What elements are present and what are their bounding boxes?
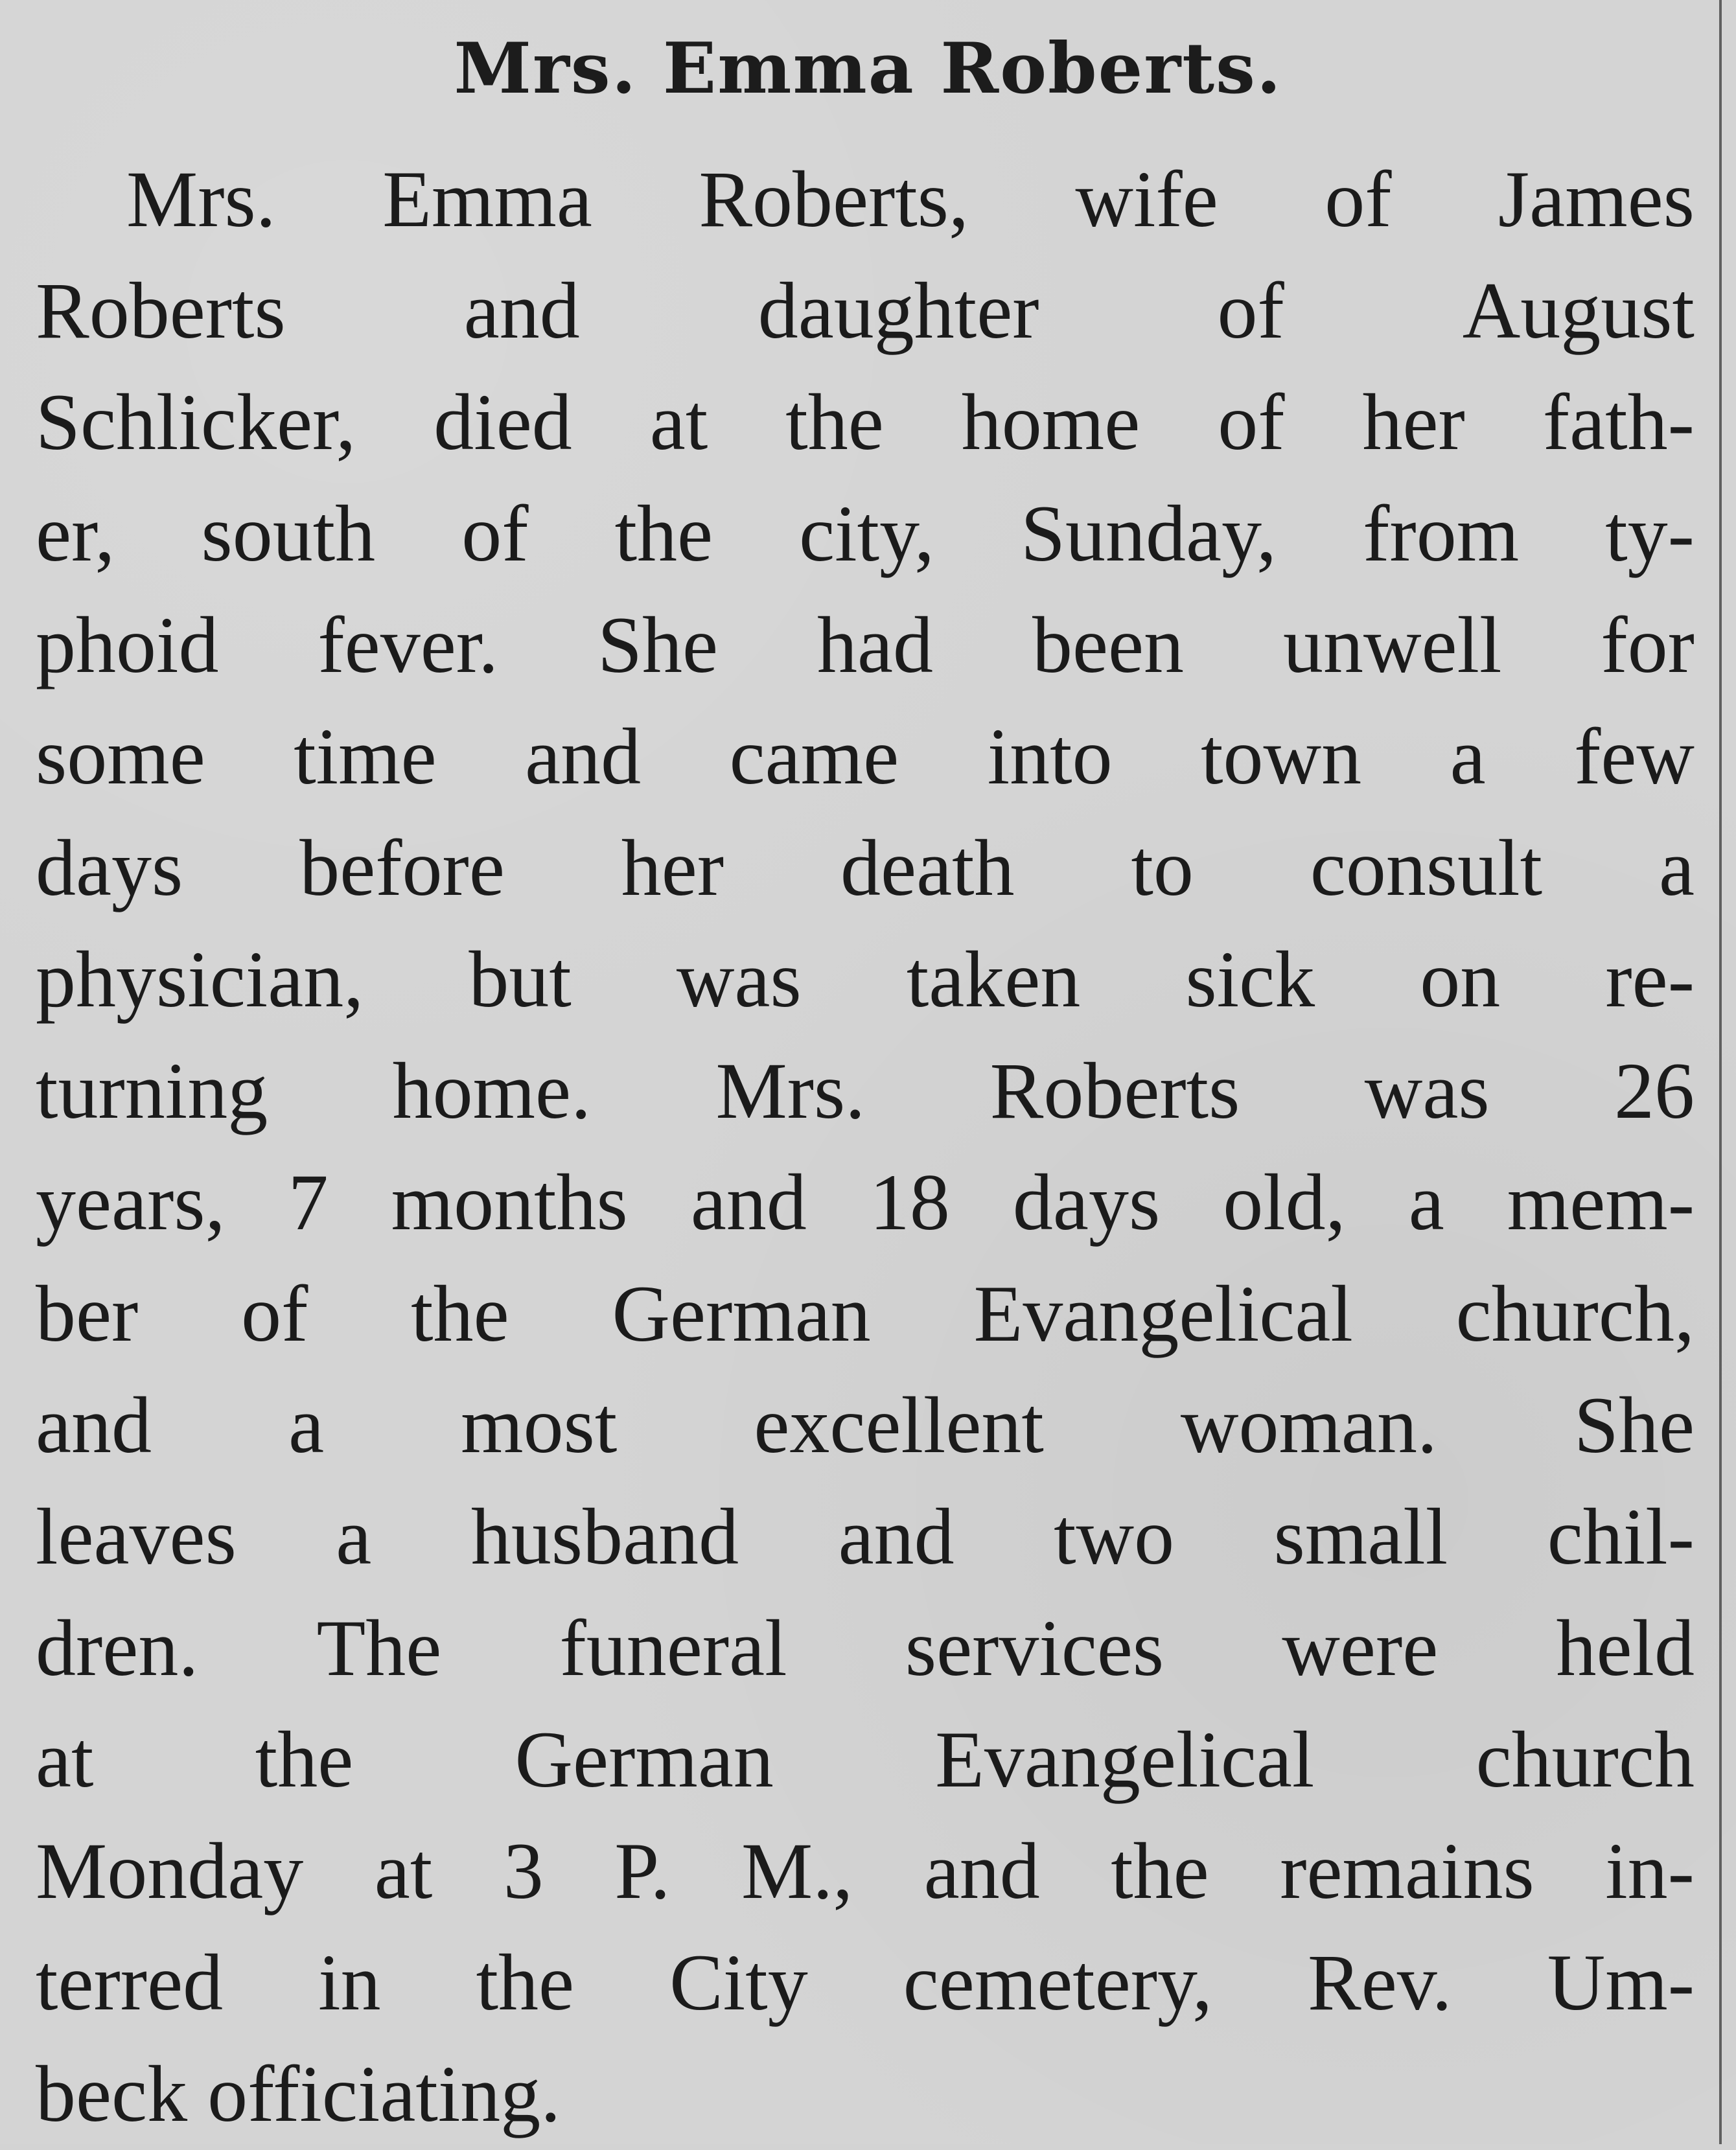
article-headline: Mrs. Emma Roberts. bbox=[454, 28, 1282, 110]
article-line: Roberts and daughter of August bbox=[36, 266, 1695, 355]
article-line: at the German Evangelical church bbox=[36, 1715, 1695, 1804]
article-line: some time and came into town a few bbox=[36, 712, 1695, 801]
article-line: days before her death to consult a bbox=[36, 824, 1695, 912]
article-line: and a most excellent woman. She bbox=[36, 1381, 1695, 1470]
article-line: terred in the City cemetery, Rev. Um- bbox=[36, 1938, 1695, 2027]
article-line: Schlicker, died at the home of her fath- bbox=[36, 378, 1695, 467]
article-line: beck officiating. bbox=[36, 2050, 561, 2138]
column-rule bbox=[1719, 0, 1722, 2144]
article-line: er, south of the city, Sunday, from ty- bbox=[36, 489, 1695, 578]
article-line: ber of the German Evangelical church, bbox=[36, 1269, 1695, 1358]
article-line: phoid fever. She had been unwell for bbox=[36, 601, 1695, 689]
article-line: physician, but was taken sick on re- bbox=[36, 935, 1695, 1024]
article-line: leaves a husband and two small chil- bbox=[36, 1492, 1695, 1581]
article-line: turning home. Mrs. Roberts was 26 bbox=[36, 1046, 1695, 1135]
article-line: dren. The funeral services were held bbox=[36, 1604, 1695, 1693]
article-line: years, 7 months and 18 days old, a mem- bbox=[36, 1158, 1695, 1247]
article-line: Monday at 3 P. M., and the remains in- bbox=[36, 1827, 1695, 1915]
article-line: Mrs. Emma Roberts, wife of James bbox=[126, 155, 1695, 244]
article-body bbox=[36, 144, 1695, 2150]
